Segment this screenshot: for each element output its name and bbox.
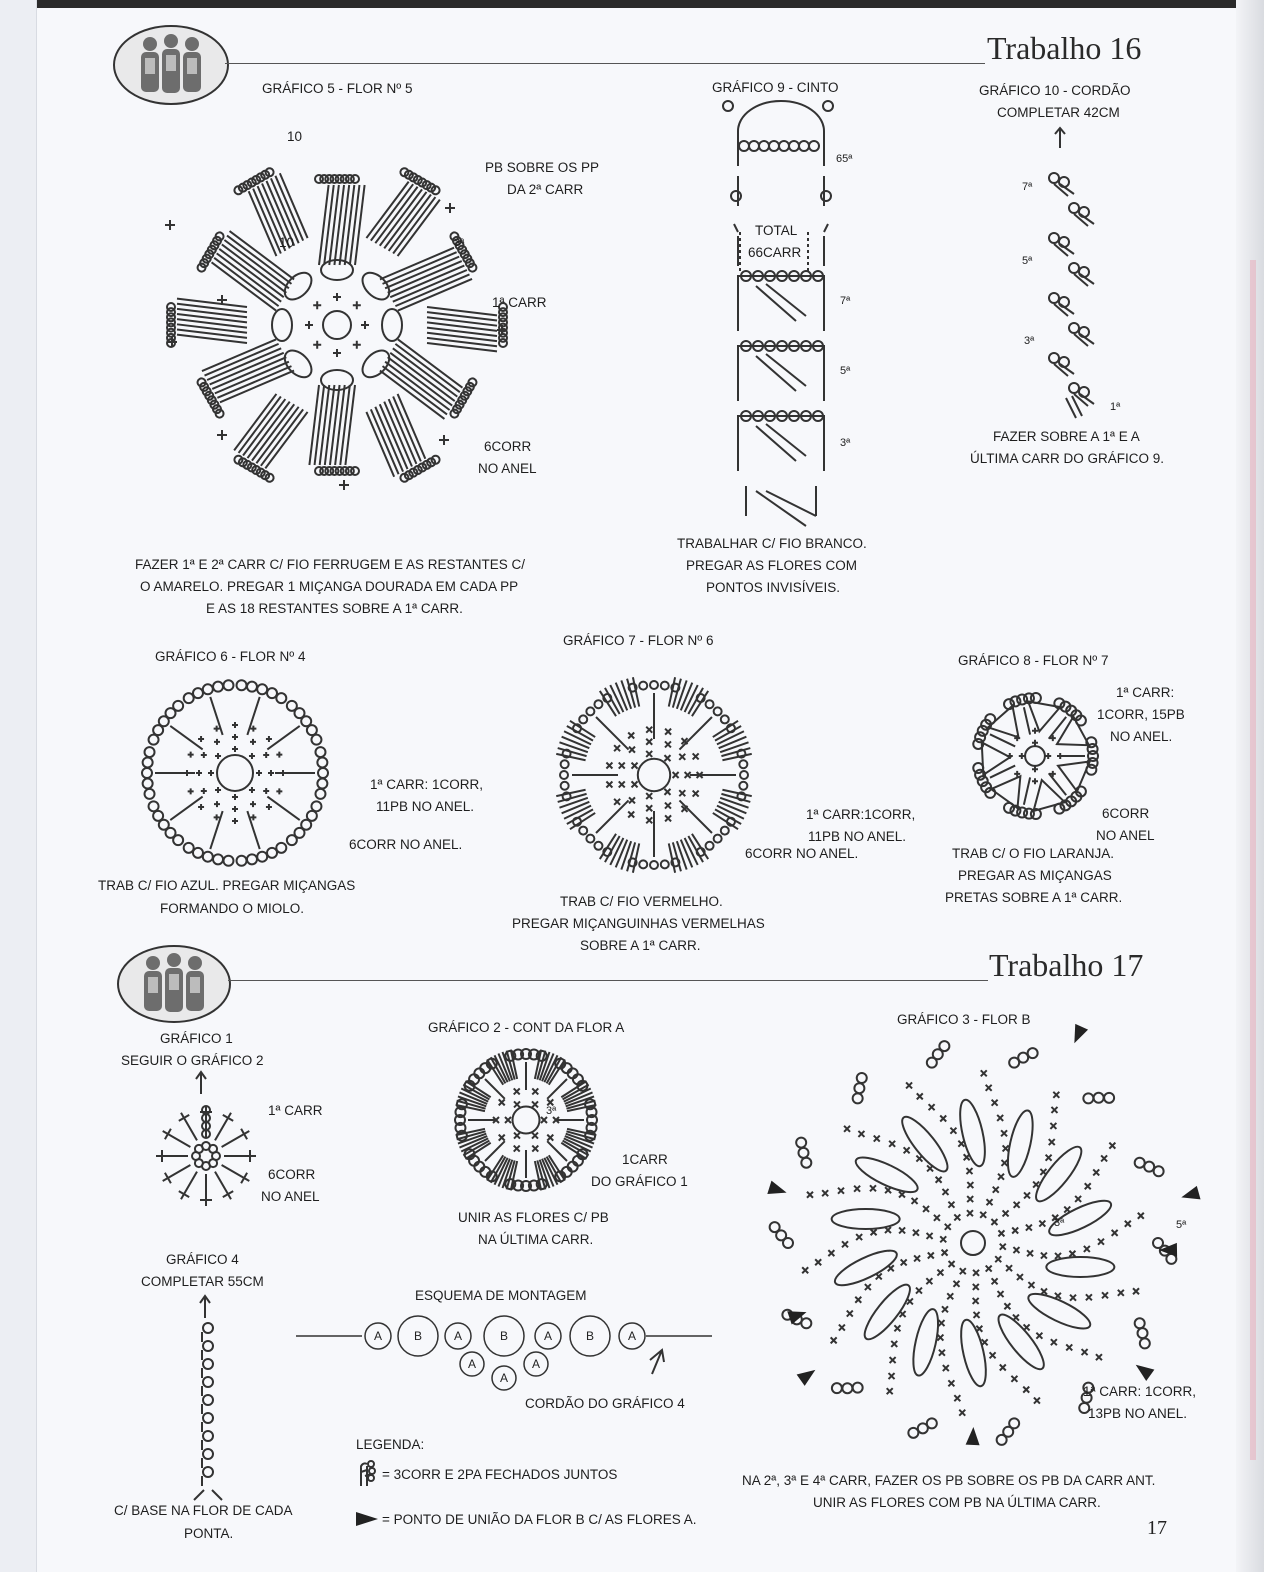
- chart-callout: 1ª CARR:: [1116, 685, 1175, 700]
- chart-instructions: PONTOS INVISÍVEIS.: [706, 580, 841, 595]
- chart-callout: 13PB NO ANEL.: [1088, 1406, 1188, 1421]
- chart-instructions: TRAB C/ FIO VERMELHO.: [560, 894, 723, 909]
- assembly-flower-label: A: [373, 1329, 383, 1343]
- round-label: 1ª: [1110, 401, 1121, 413]
- chart-instructions: UNIR AS FLORES COM PB NA ÚLTIMA CARR.: [813, 1495, 1101, 1510]
- chart-note: 66CARR: [748, 245, 802, 260]
- chart-callout: 11PB NO ANEL.: [376, 799, 475, 814]
- chart-title: GRÁFICO 5 - FLOR Nº 5: [262, 81, 413, 96]
- chart-callout: 1CORR, 15PB: [1097, 707, 1185, 722]
- chart-instructions: O AMARELO. PREGAR 1 MIÇANGA DOURADA EM CADA PP: [140, 579, 519, 594]
- assembly-flower-label: A: [627, 1329, 637, 1343]
- chart-instructions: TRABALHAR C/ FIO BRANCO.: [677, 536, 867, 551]
- section-rule: [225, 63, 985, 64]
- page-number: 17: [1147, 1517, 1167, 1539]
- chart-callout: 11PB NO ANEL.: [808, 829, 907, 844]
- chart-callout: PB SOBRE OS PP: [485, 160, 600, 175]
- assembly-flower-label: B: [585, 1329, 595, 1343]
- arrow-up-icon: [198, 1294, 212, 1318]
- chart-title: COMPLETAR 55CM: [141, 1274, 264, 1289]
- round-label: 3ª: [840, 437, 851, 449]
- cord-chart-icon: [186, 1320, 236, 1500]
- chart-callout: DO GRÁFICO 1: [591, 1174, 688, 1189]
- chart-instructions: UNIR AS FLORES C/ PB: [458, 1210, 609, 1225]
- chart-callout: 6CORR: [484, 439, 532, 454]
- chart-callout: 1ª CARR: [268, 1103, 323, 1118]
- chart-instructions: FAZER 1ª E 2ª CARR C/ FIO FERRUGEM E AS RESTANTES C/: [135, 557, 526, 572]
- chart-callout: 1ª CARR: 1CORR,: [1083, 1384, 1197, 1399]
- chart-callout: 6CORR NO ANEL.: [349, 837, 463, 852]
- join-point-triangle-icon: [356, 1512, 378, 1526]
- flower-chart-icon: [536, 662, 772, 888]
- chart-title: GRÁFICO 9 - CINTO: [712, 80, 839, 95]
- chart-title: COMPLETAR 42CM: [997, 105, 1120, 120]
- chart-instructions: PREGAR AS FLORES COM: [686, 558, 858, 573]
- round-label: 5ª: [1022, 255, 1033, 267]
- chart-instructions: PREGAR AS MIÇANGAS: [958, 868, 1112, 883]
- chart-instructions: FAZER SOBRE A 1ª E A: [993, 429, 1140, 444]
- round-label: 7ª: [1022, 181, 1033, 193]
- chart-callout: 6CORR: [1102, 806, 1150, 821]
- chart-note: 10: [279, 235, 295, 250]
- chart-title: GRÁFICO 2 - CONT DA FLOR A: [428, 1020, 625, 1035]
- chart-callout: 1ª CARR:1CORR,: [806, 807, 916, 822]
- chart-title: GRÁFICO 7 - FLOR Nº 6: [563, 633, 714, 648]
- assembly-flower-label: A: [531, 1357, 541, 1371]
- assembly-flower-label: B: [499, 1329, 509, 1343]
- chart-note: 10: [287, 129, 303, 144]
- assembly-title: ESQUEMA DE MONTAGEM: [415, 1288, 587, 1303]
- chart-title: GRÁFICO 10 - CORDÃO: [979, 83, 1131, 98]
- flower-chart-icon: [960, 686, 1110, 826]
- chart-callout: 1CARR: [622, 1152, 668, 1167]
- chart-callout: 6CORR: [268, 1167, 316, 1182]
- round-label: 5ª: [1176, 1219, 1187, 1231]
- chart-instructions: PONTA.: [184, 1526, 234, 1541]
- scan-top-border: [0, 0, 1264, 8]
- flower-chart-icon: [446, 1040, 606, 1200]
- round-label: 5ª: [840, 365, 851, 377]
- section-heading: Trabalho 16: [987, 30, 1142, 66]
- chart-title: GRÁFICO 4: [166, 1252, 239, 1267]
- assembly-note: CORDÃO DO GRÁFICO 4: [525, 1396, 685, 1411]
- chart-title: GRÁFICO 6 - FLOR Nº 4: [155, 649, 306, 664]
- section-heading: Trabalho 17: [989, 947, 1144, 983]
- chart-note: TOTAL: [755, 223, 798, 238]
- page-left-margin: [0, 0, 37, 1572]
- legend-item: = 3CORR E 2PA FECHADOS JUNTOS: [382, 1467, 618, 1482]
- flower-chart-icon: [146, 1094, 266, 1214]
- chart-instructions: ÚLTIMA CARR DO GRÁFICO 9.: [970, 451, 1165, 466]
- assembly-flower-label: A: [467, 1357, 477, 1371]
- legend-item: = PONTO DE UNIÃO DA FLOR B C/ AS FLORES A.: [382, 1512, 697, 1527]
- round-label: 3ª: [454, 237, 465, 249]
- stitch-3ch-2dc-icon: [357, 1458, 377, 1488]
- chart-instructions: PREGAR MIÇANGUINHAS VERMELHAS: [512, 916, 765, 931]
- chart-instructions: E AS 18 RESTANTES SOBRE A 1ª CARR.: [206, 601, 463, 616]
- chart-title: GRÁFICO 1: [160, 1031, 233, 1046]
- round-label: 65ª: [836, 153, 853, 165]
- assembly-flower-label: A: [499, 1371, 509, 1385]
- legend-title: LEGENDA:: [356, 1437, 425, 1452]
- chart-callout: 1ª CARR: 1CORR,: [370, 777, 484, 792]
- chart-instructions: PRETAS SOBRE A 1ª CARR.: [945, 890, 1123, 905]
- chart-callout: NO ANEL.: [1110, 729, 1173, 744]
- round-label: 3ª: [546, 1105, 557, 1117]
- arrow-up-icon: [194, 1070, 208, 1094]
- chart-callout: 1ª CARR: [492, 295, 547, 310]
- models-photo-icon: [116, 944, 232, 1024]
- chart-callout: DA 2ª CARR: [507, 182, 584, 197]
- chart-instructions: NA 2ª, 3ª E 4ª CARR, FAZER OS PB SOBRE OS PB DA CARR ANT.: [742, 1473, 1156, 1488]
- chart-instructions: TRAB C/ FIO AZUL. PREGAR MIÇANGAS: [98, 878, 356, 893]
- round-label: 3ª: [1024, 335, 1035, 347]
- round-label: 7ª: [840, 295, 851, 307]
- assembly-flower-label: A: [453, 1329, 463, 1343]
- chart-instructions: TRAB C/ O FIO LARANJA.: [952, 846, 1115, 861]
- chart-title: GRÁFICO 3 - FLOR B: [897, 1012, 1031, 1027]
- chart-title: GRÁFICO 8 - FLOR Nº 7: [958, 653, 1109, 668]
- chart-instructions: FORMANDO O MIOLO.: [160, 901, 305, 916]
- chart-instructions: SOBRE A 1ª CARR.: [580, 938, 701, 953]
- chart-callout: NO ANEL: [1096, 828, 1155, 843]
- assembly-diagram: [296, 1316, 716, 1396]
- chart-callout: NO ANEL: [261, 1189, 320, 1204]
- section-rule: [228, 980, 988, 981]
- belt-chart-icon: [716, 96, 846, 536]
- chart-instructions: NA ÚLTIMA CARR.: [478, 1232, 594, 1247]
- chart-instructions: C/ BASE NA FLOR DE CADA: [114, 1503, 293, 1518]
- models-photo-icon: [112, 24, 230, 106]
- round-label: 3ª: [1054, 1217, 1065, 1229]
- chart-callout: NO ANEL: [478, 461, 537, 476]
- flower-chart-icon: [130, 668, 340, 878]
- cord-chart-icon: [1030, 128, 1110, 428]
- assembly-flower-label: B: [413, 1329, 423, 1343]
- assembly-flower-label: A: [543, 1329, 553, 1343]
- page-edge-tint: [1250, 260, 1256, 1460]
- chart-title: SEGUIR O GRÁFICO 2: [121, 1053, 264, 1068]
- chart-callout: 6CORR NO ANEL.: [745, 846, 859, 861]
